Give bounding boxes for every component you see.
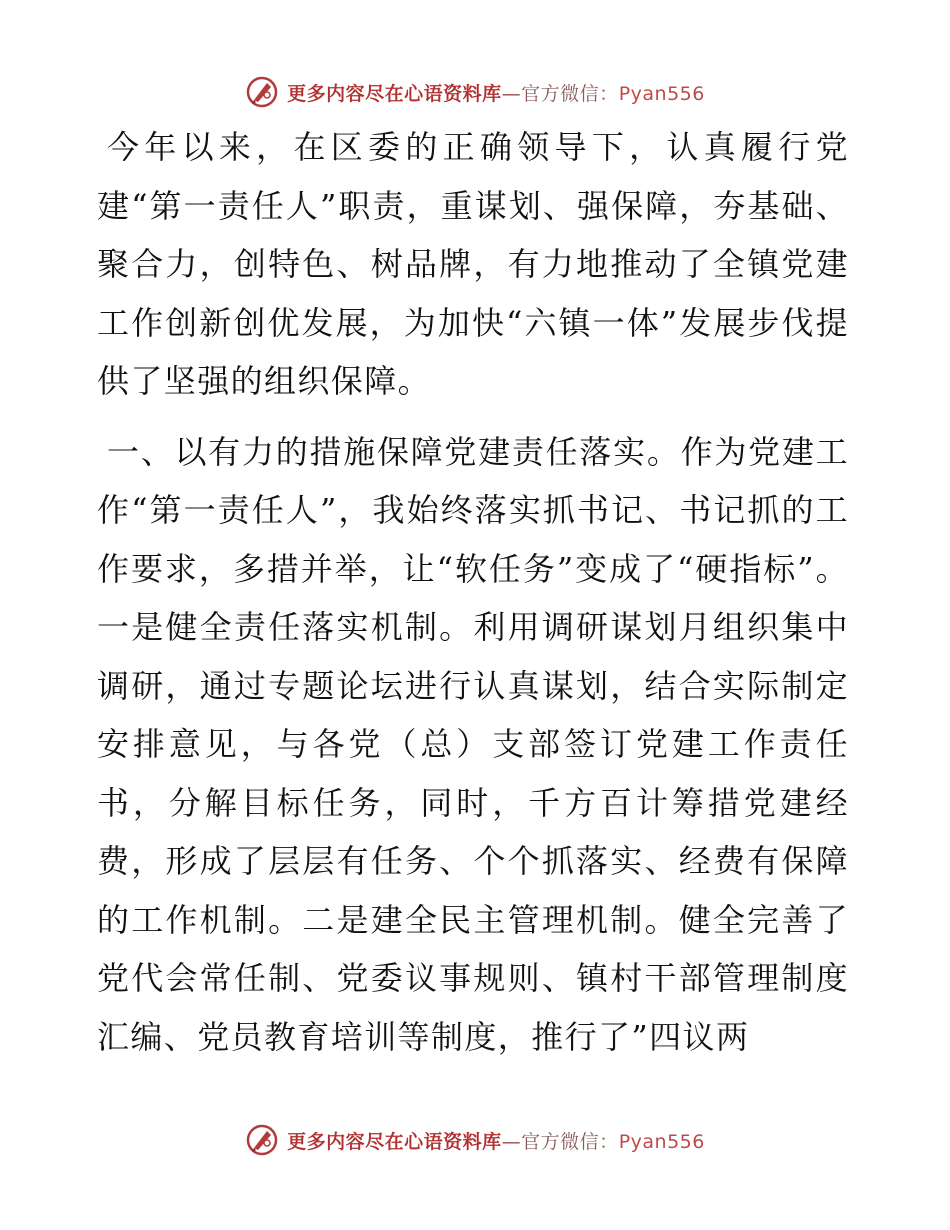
header-banner-text xyxy=(287,79,705,106)
footer-banner xyxy=(0,1120,950,1160)
quill-pen-logo-icon xyxy=(245,75,279,109)
header-brand: 更多内容尽在心语资料库 xyxy=(287,82,502,105)
footer-separator: — xyxy=(501,1130,522,1153)
header-banner xyxy=(0,72,950,112)
paragraph-section-one: 一、以有力的措施保障党建责任落实。作为党建工作“第一责任人”，我始终落实抓书记、书记抓的工作要求，多措并举，让“软任务”变成了“硬指标”。一是健全责任落实机制。利用调研谋划月组织集中调研，通过专题论坛进行认真谋划，结合实际制定安排意见，与各党（总）支部签订党建工作责任书，分解目标任务，同时，千方百计筹措党建经费，形成了层层有任务、个个抓落实、经费有保障的工作机制。二是建全民主管理机制。健全完善了党代会常任制、党委议事规则、镇村干部管理制度汇编、党员教育培训等制度，推行了”四议两 xyxy=(97,432,849,1056)
header-separator: — xyxy=(501,82,522,105)
quill-pen-logo-icon xyxy=(245,1123,279,1157)
footer-banner-text xyxy=(287,1127,705,1154)
footer-wechat-label: 官方微信： xyxy=(521,1130,619,1153)
header-wechat-account: Pyan556 xyxy=(618,82,705,105)
header-wechat-label: 官方微信： xyxy=(521,82,619,105)
paragraph-intro: 今年以来，在区委的正确领导下，认真履行党建“第一责任人”职责，重谋划、强保障，夯基础、聚合力，创特色、树品牌，有力地推动了全镇党建工作创新创优发展，为加快“六镇一体”发展步伐提供了坚强的组织保障。 xyxy=(97,128,849,400)
footer-brand: 更多内容尽在心语资料库 xyxy=(287,1130,502,1153)
document-body xyxy=(97,118,849,1066)
footer-wechat-account: Pyan556 xyxy=(618,1130,705,1153)
